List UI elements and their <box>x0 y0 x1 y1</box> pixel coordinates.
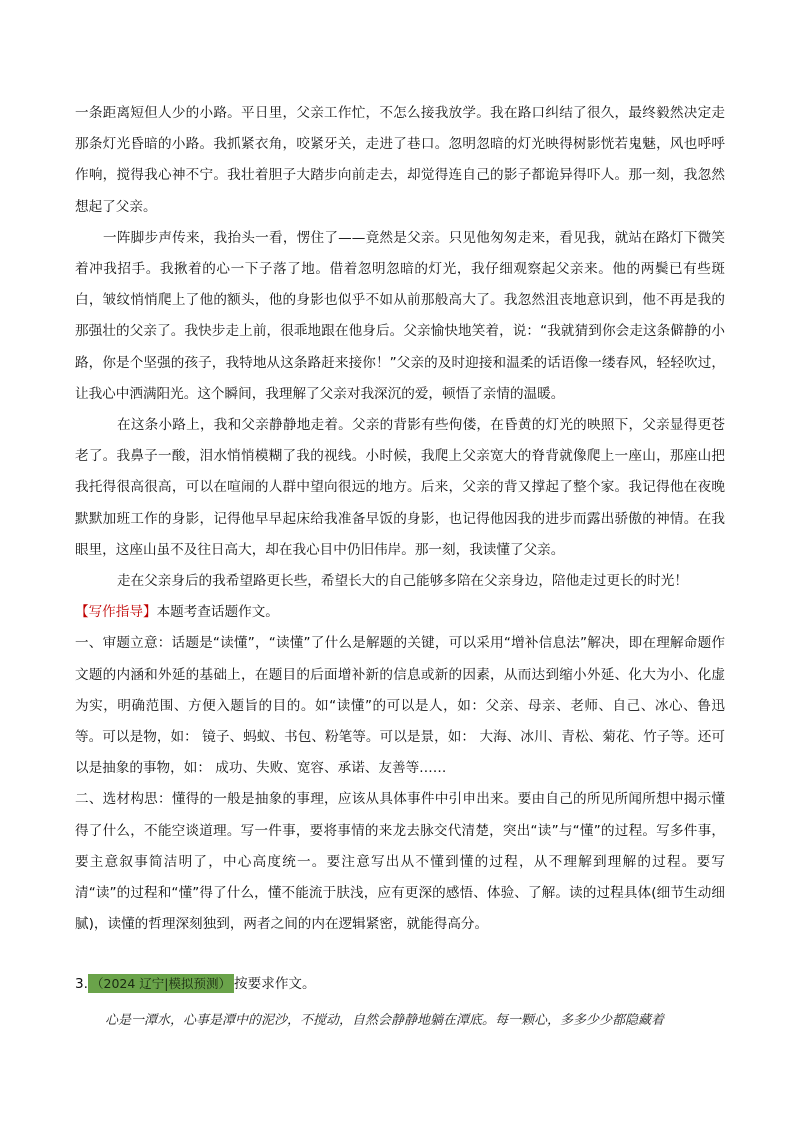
essay-paragraph-1: 一条距离短但人少的小路。平日里，父亲工作忙，不怎么接我放学。我在路口纠结了很久，最终毅然决定走那条灯光昏暗的小路。我抓紧衣角，咬紧牙关，走进了巷口。忽明忽暗的灯光映得树影恍若鬼魅，风也呼呼作响，搅得我心神不宁。我壮着胆子大踏步向前走去，却觉得连自己的影子都诡异得吓人。那一刻，我忽然想起了父亲。 <box>75 105 725 215</box>
writing-guide-intro: 本题考查话题作文。 <box>156 604 279 621</box>
tag-year-region: 2024 辽宁 <box>103 976 165 991</box>
writing-guide-label: 【写作指导】 <box>75 604 157 621</box>
tag-separator: | <box>164 976 169 991</box>
essay-paragraph-3: 在这条小路上，我和父亲静静地走着。父亲的背影有些佝偻，在昏黄的灯光的映照下，父亲显得更苍老了。我鼻子一酸，泪水悄悄模糊了我的视线。小时候，我爬上父亲宽大的脊背就像爬上一座山，那座山把我托得很高很高，可以在喧闹的人群中望向很远的地方。后来，父亲的背又撑起了整个家。我记得他在夜晚默默加班工作的身影，记得他早早起床给我准备早饭的身影，也记得他因我的进步而露出骄傲的神情。在我眼里，这座山虽不及往日高大，却在我心目中仍旧伟岸。那一刻，我读懂了父亲。 <box>75 417 725 558</box>
tag-open-paren: （ <box>90 976 104 991</box>
guide-section-1: 一、审题立意：话题是“读懂”，“读懂”了什么是解题的关键，可以采用“增补信息法”解决，即在理解命题作文题的内涵和外延的基础上，在题目的后面增补新的信息或新的因素，从而达到缩小外延、化大为小、化虚为实，明确范围、方便入题旨的目的。如“读懂”的可以是人，如：父亲、母亲、老师、自己、冰心、鲁迅等。可以是物，如： 镜子、蚂蚁、书包、粉笔等。可以是景，如： 大海、冰川、青松、菊花、竹子等。还可以是抽象的事物，如： 成功、失败、宽容、承诺、友善等…… <box>75 635 725 777</box>
question-prompt: 按要求作文。 <box>234 976 316 992</box>
guide-section-2: 二、选材构思：懂得的一般是抽象的事理，应该从具体事件中引申出来。要由自己的所见所闻所想中揭示懂得了什么，不能空谈道理。写一件事，要将事情的来龙去脉交代清楚，突出“读”与“懂”的过程。写多件事，要主意叙事简洁明了，中心高度统一。要注意写出从不懂到懂的过程，从不理解到理解的过程。要写清“读”的过程和“懂”得了什么，懂不能流于肤浅，应有更深的感悟、体验、了解。读的过程具体(细节生动细腻)，读懂的哲理深刻独到，两者之间的内在逻辑紧密，就能得高分。 <box>75 791 725 933</box>
question-number: 3. <box>75 976 88 992</box>
question-source-tag <box>88 974 234 993</box>
question-3-material: 心是一潭水，心事是潭中的泥沙，不搅动，自然会静静地躺在潭底。每一颗心，多多少少都隐藏着 <box>105 1013 665 1028</box>
tag-close-paren: ） <box>218 976 232 991</box>
writing-guide-heading <box>75 597 725 628</box>
essay-paragraph-4: 走在父亲身后的我希望路更长些，希望长大的自己能够多陪在父亲身边，陪他走过更长的时光！ <box>117 573 688 590</box>
question-3-header <box>75 972 316 996</box>
essay-paragraph-2: 一阵脚步声传来，我抬头一看，愣住了——竟然是父亲。只见他匆匆走来，看见我，就站在路灯下微笑着冲我招手。我揪着的心一下子落了地。借着忽明忽暗的灯光，我仔细观察起父亲来。他的两鬓已有些斑白，皱纹悄悄爬上了他的额头，他的身影也似乎不如从前那般高大了。我忽然沮丧地意识到，他不再是我的那强壮的父亲了。我快步走上前，很乖地跟在他身后。父亲愉快地笑着，说：“我就猜到你会走这条僻静的小路，你是个坚强的孩子，我特地从这条路赶来接你！”父亲的及时迎接和温柔的话语像一缕春风，轻轻吹过，让我心中洒满阳光。这个瞬间，我理解了父亲对我深沉的爱，顿悟了亲情的温暖。 <box>75 229 725 402</box>
tag-exam-type: 模拟预测 <box>168 976 219 991</box>
essay-body <box>75 98 725 940</box>
